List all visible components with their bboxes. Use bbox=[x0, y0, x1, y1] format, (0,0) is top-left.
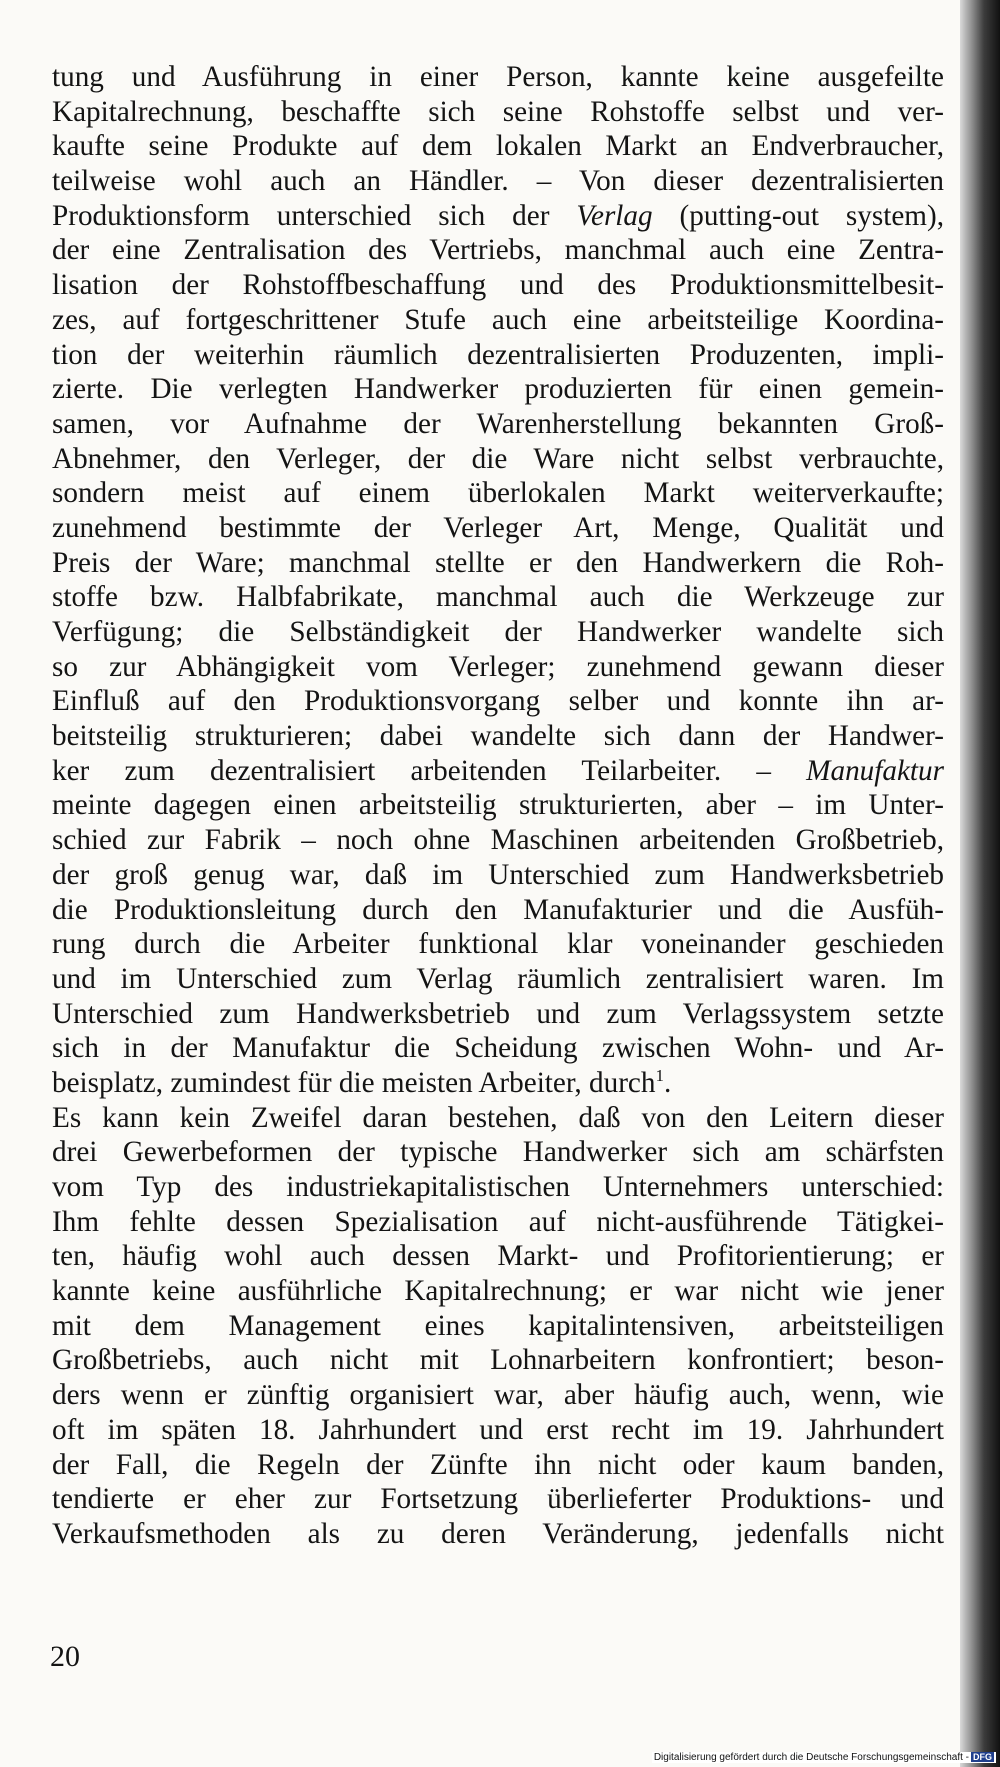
footnote-marker: 1 bbox=[655, 1065, 664, 1085]
text-line: oft im späten 18. Jahrhundert und erst recht im 19. Jahrhundert bbox=[52, 1413, 944, 1446]
text-line bbox=[52, 754, 944, 789]
dfg-logo: DFG bbox=[973, 1752, 992, 1762]
italic-term-verlag: Verlag bbox=[576, 199, 653, 232]
text-line: Unterschied zum Handwerksbetrieb und zum Verlagssystem setzte bbox=[52, 997, 944, 1030]
body-text bbox=[52, 60, 944, 1552]
text-line: mit dem Management eines kapitalintensiven, arbeitsteiligen bbox=[52, 1309, 944, 1342]
text-line bbox=[52, 199, 944, 234]
text-line: zunehmend bestimmte der Verleger Art, Menge, Qualität und bbox=[52, 511, 944, 544]
text-segment: beisplatz, zumindest für die meisten Arbeiter, durch bbox=[52, 1066, 656, 1099]
text-line: sich in der Manufaktur die Scheidung zwischen Wohn- und Ar- bbox=[52, 1032, 944, 1065]
text-line: meinte dagegen einen arbeitsteilig strukturierten, aber – im Unter- bbox=[52, 789, 944, 822]
text-line: teilweise wohl auch an Händler. – Von dieser dezentralisierten bbox=[52, 165, 944, 198]
text-line: der groß genug war, daß im Unterschied zum Handwerksbetrieb bbox=[52, 858, 944, 891]
text-line: tendierte er eher zur Fortsetzung überlieferter Produktions- und bbox=[52, 1483, 944, 1516]
text-line: tung und Ausführung in einer Person, kannte keine ausgefeilte bbox=[52, 61, 944, 93]
text-line: und im Unterschied zum Verlag räumlich zentralisiert waren. Im bbox=[52, 962, 944, 995]
text-segment: ker zum dezentralisiert arbeitenden Teilarbeiter. – bbox=[52, 754, 807, 787]
text-segment: Produktionsform unterschied sich der bbox=[52, 199, 577, 232]
italic-term-manufaktur: Manufaktur bbox=[806, 754, 944, 787]
text-line: der Fall, die Regeln der Zünfte ihn nicht oder kaum banden, bbox=[52, 1448, 944, 1481]
text-line: so zur Abhängigkeit vom Verleger; zunehmend gewann dieser bbox=[52, 650, 944, 683]
text-line: zierte. Die verlegten Handwerker produzierten für einen gemein- bbox=[52, 373, 944, 406]
text-line: zes, auf fortgeschrittener Stufe auch eine arbeitsteilige Koordina- bbox=[52, 303, 944, 336]
text-line: drei Gewerbeformen der typische Handwerker sich am schärfsten bbox=[52, 1136, 944, 1169]
text-line: Abnehmer, den Verleger, der die Ware nicht selbst verbrauchte, bbox=[52, 442, 944, 475]
text-line: stoffe bzw. Halbfabrikate, manchmal auch die Werkzeuge zur bbox=[52, 581, 944, 614]
text-line: der eine Zentralisation des Vertriebs, manchmal auch eine Zentra- bbox=[52, 234, 944, 267]
text-line: Verkaufsmethoden als zu deren Veränderung, jedenfalls nicht bbox=[52, 1517, 944, 1550]
text-line: Kapitalrechnung, beschaffte sich seine Rohstoffe selbst und ver- bbox=[52, 95, 944, 128]
text-line: die Produktionsleitung durch den Manufakturier und die Ausfüh- bbox=[52, 893, 944, 926]
text-line: lisation der Rohstoffbeschaffung und des Produktionsmittelbesit- bbox=[52, 269, 944, 302]
text-line: ten, häufig wohl auch dessen Markt- und Profitorientierung; er bbox=[52, 1240, 944, 1273]
text-line: kaufte seine Produkte auf dem lokalen Markt an Endverbraucher, bbox=[52, 130, 944, 163]
text-line: beitsteilig strukturieren; dabei wandelte sich dann der Handwer- bbox=[52, 720, 944, 753]
text-line: Ihm fehlte dessen Spezialisation auf nicht-ausführende Tätigkei- bbox=[52, 1205, 944, 1238]
text-line bbox=[52, 1066, 944, 1101]
text-line: Verfügung; die Selbständigkeit der Handwerker wandelte sich bbox=[52, 616, 944, 648]
text-line: Preis der Ware; manchmal stellte er den Handwerkern die Roh- bbox=[52, 546, 944, 579]
text-line: kannte keine ausführliche Kapitalrechnung; er war nicht wie jener bbox=[52, 1275, 944, 1308]
text-line: ders wenn er zünftig organisiert war, aber häufig auch, wenn, wie bbox=[52, 1379, 944, 1412]
text-line: Es kann kein Zweifel daran bestehen, daß von den Leitern dieser bbox=[52, 1101, 944, 1134]
text-line: sondern meist auf einem überlokalen Markt weiterverkaufte; bbox=[52, 477, 944, 510]
text-segment: . bbox=[663, 1066, 672, 1099]
text-line: rung durch die Arbeiter funktional klar voneinander geschieden bbox=[52, 928, 944, 961]
text-line: Großbetriebs, auch nicht mit Lohnarbeitern konfrontiert; beson- bbox=[52, 1344, 944, 1377]
text-line: samen, vor Aufnahme der Warenherstellung bekannten Groß- bbox=[52, 407, 944, 440]
book-spine-shadow bbox=[960, 0, 1000, 1767]
text-line: Einfluß auf den Produktionsvorgang selber und konnte ihn ar- bbox=[52, 685, 944, 718]
text-segment: (putting-out system), bbox=[652, 199, 944, 232]
digitization-credit bbox=[652, 1752, 996, 1763]
page-number: 20 bbox=[50, 1640, 80, 1673]
text-line: vom Typ des industriekapitalistischen Unternehmers unterschied: bbox=[52, 1171, 944, 1203]
text-line: tion der weiterhin räumlich dezentralisierten Produzenten, impli- bbox=[52, 338, 944, 371]
credit-text: Digitalisierung gefördert durch die Deutsche Forschungsgemeinschaft - bbox=[653, 1752, 969, 1763]
text-line: schied zur Fabrik – noch ohne Maschinen arbeitenden Großbetrieb, bbox=[52, 824, 944, 857]
